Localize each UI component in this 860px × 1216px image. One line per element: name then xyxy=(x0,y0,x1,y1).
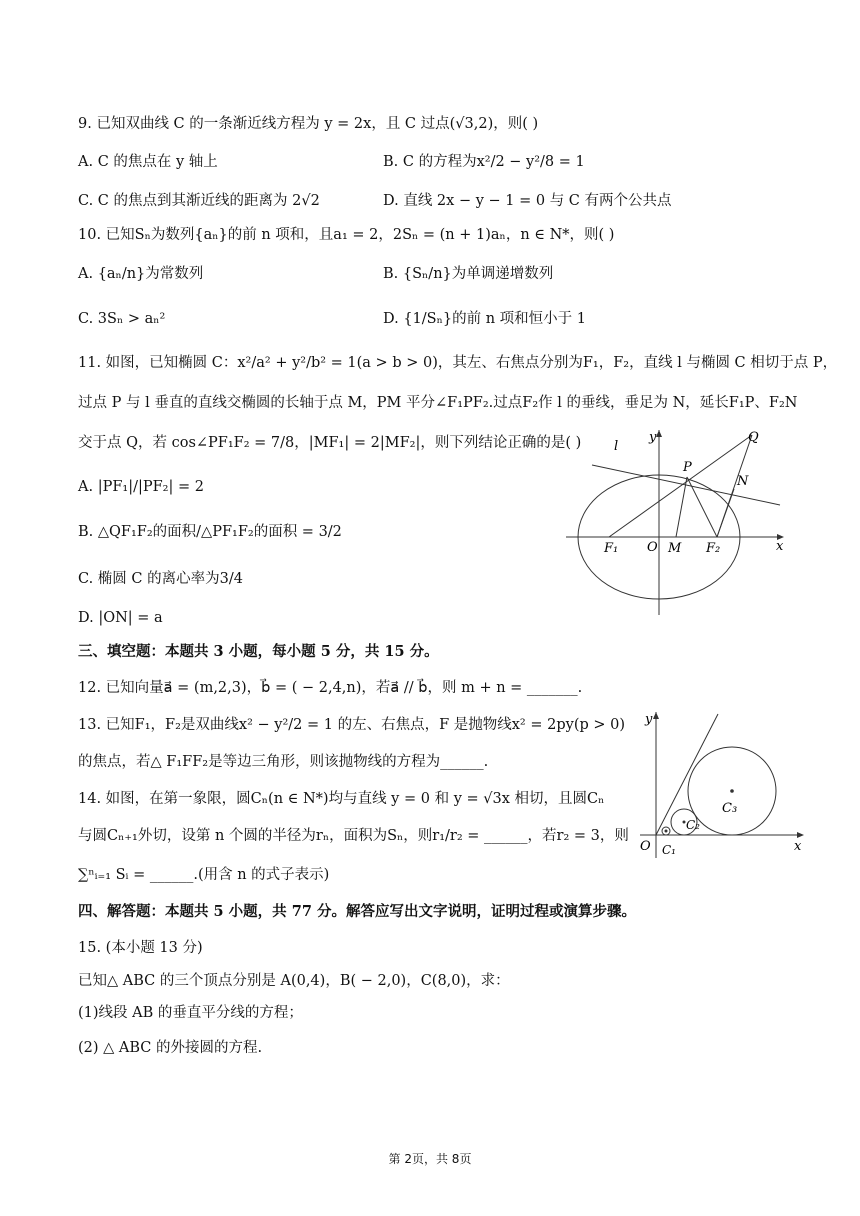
fig-label-y: y xyxy=(649,430,657,445)
q10-option-c: C. 3Sₙ > aₙ² xyxy=(78,311,166,327)
q15-part-1: (1)线段 AB 的垂直平分线的方程； xyxy=(78,1005,303,1021)
fig-label-o: O xyxy=(640,839,651,854)
section-3-heading: 三、填空题：本题共 3 小题，每小题 5 分，共 15 分。 xyxy=(78,643,439,660)
fig-label-o: O xyxy=(647,540,658,555)
q13-line-1: 13. 已知F₁，F₂是双曲线x² − y²/2 = 1 的左、右焦点，F 是抛物线x² = 2py(p > 0) xyxy=(78,717,626,733)
q14-circles-figure xyxy=(636,704,808,862)
line-f1-q xyxy=(609,435,752,537)
q13-line-2: 的焦点，若△ F₁FF₂是等边三角形，则该抛物线的方程为______. xyxy=(78,754,489,770)
q14-line-1: 14. 如图，在第一象限，圆Cₙ(n ∈ N*)均与直线 y = 0 和 y = √3x 相切，且圆Cₙ xyxy=(78,791,605,807)
q11-option-b: B. △QF₁F₂的面积/△PF₁F₂的面积 = 3/2 xyxy=(78,524,342,540)
line-p-f2 xyxy=(687,477,717,537)
fig-label-p: P xyxy=(683,460,692,475)
line-p-m xyxy=(676,477,687,537)
q9-option-a: A. C 的焦点在 y 轴上 xyxy=(78,154,218,170)
q15-part-2: (2) △ ABC 的外接圆的方程. xyxy=(78,1040,263,1056)
q9-option-b: B. C 的方程为x²/2 − y²/8 = 1 xyxy=(383,154,585,170)
fig-label-m: M xyxy=(668,541,682,556)
q9-option-c: C. C 的焦点到其渐近线的距离为 2√2 xyxy=(78,193,320,209)
q11-option-a: A. |PF₁|/|PF₂| = 2 xyxy=(78,479,204,495)
fig-label-c2: C₂ xyxy=(686,818,700,832)
q11-option-d: D. |ON| = a xyxy=(78,610,163,626)
fig-label-y: y xyxy=(645,712,653,727)
q10-option-a: A. {aₙ/n}为常数列 xyxy=(78,266,204,282)
x-arrow xyxy=(797,832,804,838)
center-c1 xyxy=(665,830,668,833)
q11-option-c: C. 椭圆 C 的离心率为3/4 xyxy=(78,571,243,587)
fig-label-x: x xyxy=(794,839,802,854)
fig-label-f2: F₂ xyxy=(706,541,721,556)
fig-label-n: N xyxy=(737,474,749,489)
q15-stem: 已知△ ABC 的三个顶点分别是 A(0,4)，B( − 2,0)，C(8,0)，求： xyxy=(78,973,510,989)
q14-line-3: ∑ⁿᵢ₌₁ Sᵢ = ______.(用含 n 的式子表示) xyxy=(78,867,330,883)
q10-option-d: D. {1/Sₙ}的前 n 项和恒小于 1 xyxy=(383,311,586,327)
q11-stem-2: 过点 P 与 l 垂直的直线交椭圆的长轴于点 M，PM 平分∠F₁PF₂.过点F₂作 l 的垂线，垂足为 N，延长F₁P、F₂N xyxy=(78,395,798,411)
fig-label-c3: C₃ xyxy=(722,801,738,816)
q11-ellipse-figure xyxy=(562,425,792,620)
section-4-heading: 四、解答题：本题共 5 小题，共 77 分。解答应写出文字说明，证明过程或演算步骤。 xyxy=(78,903,636,920)
q15-title: 15. (本小题 13 分) xyxy=(78,940,203,956)
y-arrow xyxy=(656,430,662,437)
line-sqrt3x xyxy=(656,714,718,835)
q9-option-d: D. 直线 2x − y − 1 = 0 与 C 有两个公共点 xyxy=(383,193,672,209)
q12-text: 12. 已知向量a⃗ = (m,2,3)，b⃗ = ( − 2,4,n)，若a⃗ // b⃗，则 m + n = _______. xyxy=(78,680,583,696)
fig-label-f1: F₁ xyxy=(604,541,619,556)
center-c3 xyxy=(730,789,734,793)
q10-option-b: B. {Sₙ/n}为单调递增数列 xyxy=(383,266,554,282)
q11-stem-1: 11. 如图，已知椭圆 C：x²/a² + y²/b² = 1(a > b > 0)，其左、右焦点分别为F₁，F₂，直线 l 与椭圆 C 相切于点 P， xyxy=(78,355,838,371)
fig-label-x: x xyxy=(776,539,784,554)
fig-label-q: Q xyxy=(748,430,759,445)
q14-line-2: 与圆Cₙ₊₁外切，设第 n 个圆的半径为rₙ，面积为Sₙ，则r₁/r₂ = ______，若r₂ = 3，则 xyxy=(78,828,629,844)
fig-label-l: l xyxy=(614,439,619,454)
y-arrow xyxy=(653,712,659,719)
page-footer: 第 2页，共 8页 xyxy=(388,1152,472,1166)
q11-stem-3: 交于点 Q，若 cos∠PF₁F₂ = 7/8，|MF₁| = 2|MF₂|，则下列结论正确的是( ) xyxy=(78,435,582,451)
fig-label-c1: C₁ xyxy=(662,843,676,857)
q9-stem: 9. 已知双曲线 C 的一条渐近线方程为 y = 2x，且 C 过点(√3,2)，则( ) xyxy=(78,116,539,132)
q10-stem: 10. 已知Sₙ为数列{aₙ}的前 n 项和，且a₁ = 2，2Sₙ = (n + 1)aₙ，n ∈ N*，则( ) xyxy=(78,227,615,243)
